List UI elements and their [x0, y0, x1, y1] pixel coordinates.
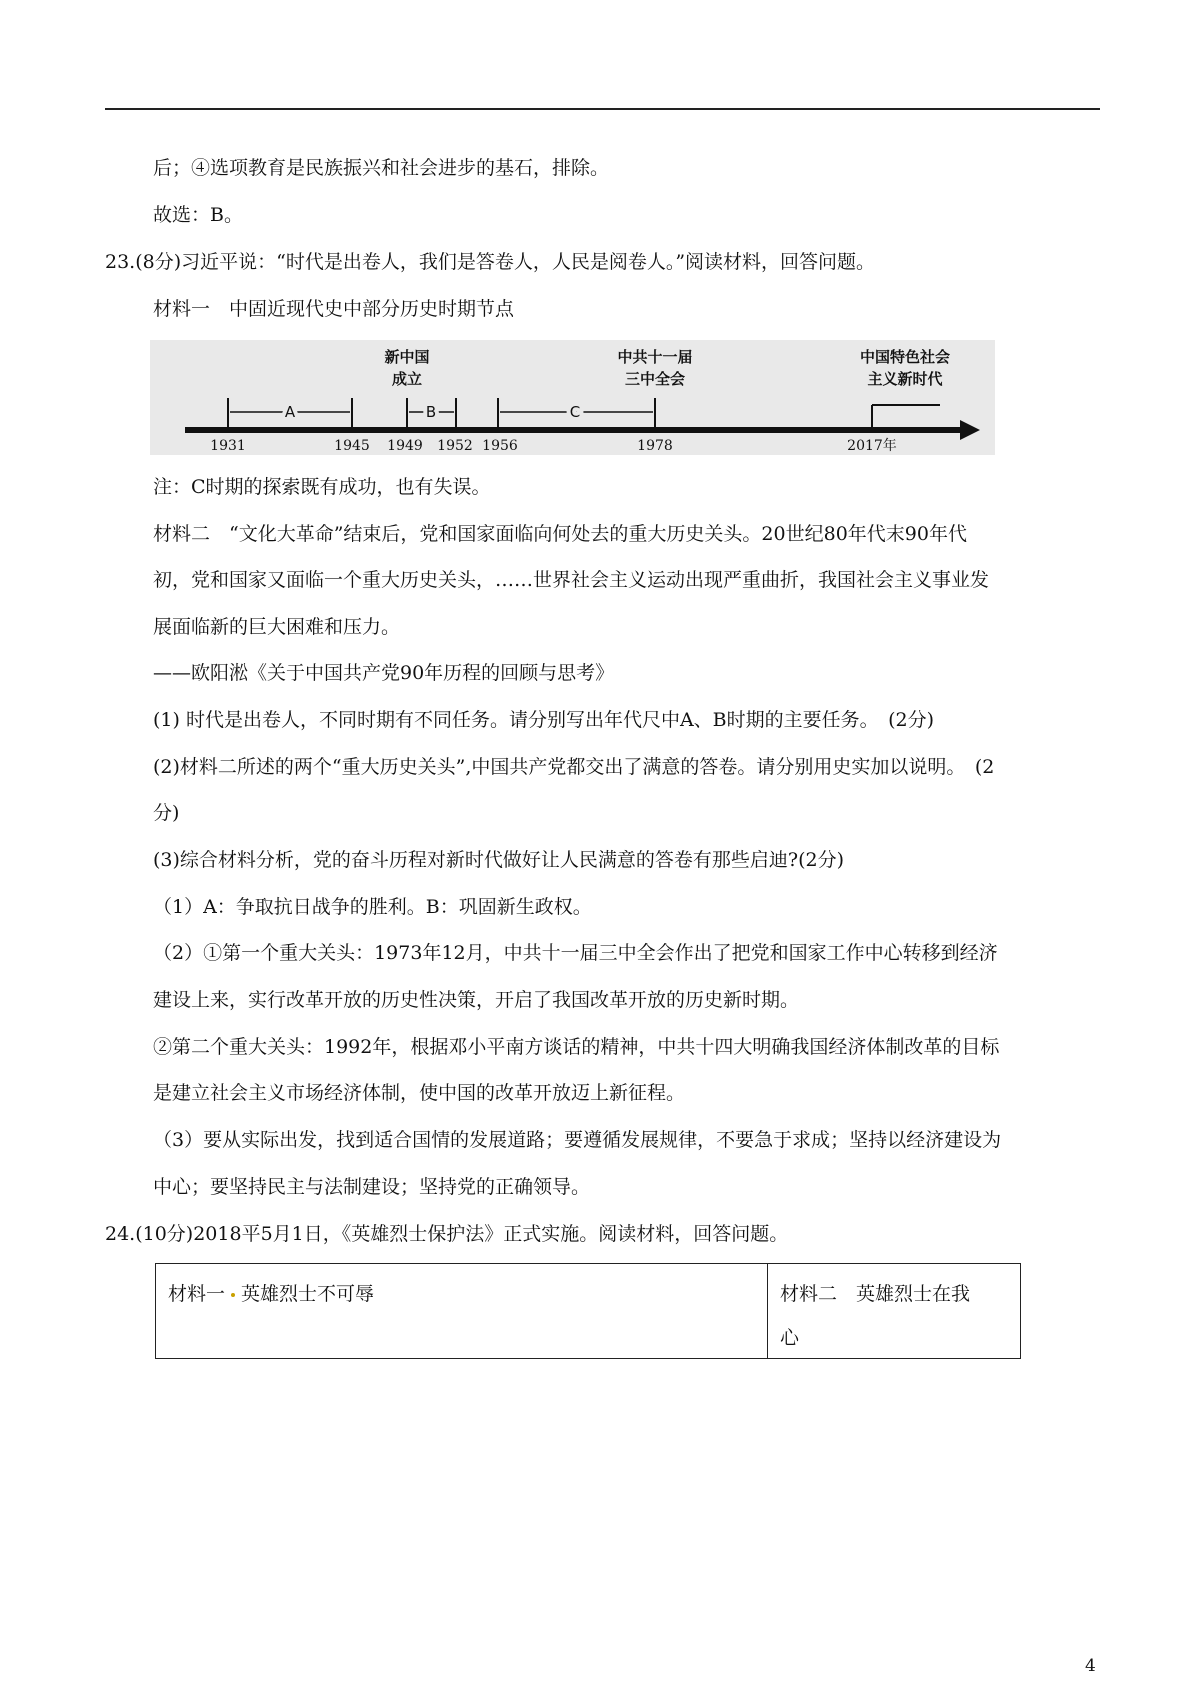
material-1-title: 材料一 中固近现代史中部分历史时期节点	[153, 298, 515, 320]
answer-3: 中心；要坚持民主与法制建设；坚持党的正确领导。	[153, 1176, 591, 1198]
year-label: 2017年	[847, 438, 897, 454]
timeline-svg	[150, 340, 995, 455]
question-23: 23.(8分)习近平说：“时代是出卷人，我们是答卷人，人民是阅卷人。”阅读材料，回答问题。	[105, 251, 876, 273]
event-label: 中国特色社会	[859, 348, 951, 366]
text-line: 后；④选项教育是民族振兴和社会进步的基石，排除。	[153, 157, 610, 179]
material-2-line: 初，党和国家又面临一个重大历史关头，……世界社会主义运动出现严重曲折，我国社会主义事业发	[153, 569, 990, 591]
materials-table	[155, 1263, 1021, 1359]
year-label: 1931	[210, 438, 246, 454]
timeline-note: 注：C时期的探索既有成功，也有失误。	[153, 476, 491, 498]
table-cell-text	[168, 1282, 374, 1306]
sub-question-3: (3)综合材料分析，党的奋斗历程对新时代做好让人民满意的答卷有那些启迪?(2分)	[153, 849, 845, 871]
event-label: 新中国	[384, 348, 430, 366]
table-cell-text: 材料二 英雄烈士在我	[780, 1283, 971, 1305]
event-label: 主义新时代	[867, 370, 943, 388]
year-label: 1945	[334, 438, 370, 454]
answer-1: （1）A：争取抗日战争的胜利。B：巩固新生政权。	[153, 896, 592, 918]
timeline-arrowhead	[960, 420, 980, 440]
timeline-figure	[150, 340, 995, 455]
dot-mark	[231, 1293, 235, 1297]
event-label: 成立	[391, 370, 423, 388]
year-label: 1978	[637, 438, 673, 454]
material-2-line: 材料二 “文化大革命”结束后，党和国家面临向何处去的重大历史关头。20世纪80年代末90年代	[153, 523, 967, 545]
period-a-label: A	[284, 403, 296, 421]
year-label: 1949	[387, 438, 423, 454]
material-2-source: ——欧阳淞《关于中国共产党90年历程的回顾与思考》	[153, 662, 615, 684]
answer-2: ②第二个重大关头：1992年，根据邓小平南方谈话的精神，中共十四大明确我国经济体制改革的目标	[153, 1036, 1000, 1058]
year-label: 1952	[437, 438, 473, 454]
table-cell-material-1	[156, 1264, 768, 1358]
period-c-label: C	[569, 403, 581, 421]
period-b-label: B	[425, 403, 437, 421]
sub-question-2: 分)	[153, 802, 180, 824]
answer-3: （3）要从实际出发，找到适合国情的发展道路；要遵循发展规律，不要急于求成；坚持以经济建设为	[153, 1129, 1002, 1151]
table-cell-text: 心	[780, 1327, 800, 1349]
material-2-line: 展面临新的巨大困难和压力。	[153, 616, 401, 638]
text-line: 故选：B。	[153, 204, 243, 226]
answer-2: （2）①第一个重大关头：1973年12月，中共十一届三中全会作出了把党和国家工作中心转移到经济	[153, 942, 998, 964]
sub-question-2: (2)材料二所述的两个“重大历史关头”,中国共产党都交出了满意的答卷。请分别用史实加以说明。 (2	[153, 756, 995, 778]
question-24: 24.(10分)2018平5月1日，《英雄烈士保护法》正式实施。阅读材料，回答问题。	[105, 1223, 789, 1245]
event-label: 三中全会	[624, 370, 686, 388]
answer-2: 建设上来，实行改革开放的历史性决策，开启了我国改革开放的历史新时期。	[153, 989, 800, 1011]
year-label: 1956	[482, 438, 518, 454]
sub-question-1: (1) 时代是出卷人，不同时期有不同任务。请分别写出年代尺中A、B时期的主要任务。 (2分)	[153, 709, 935, 731]
cell-label: 材料一	[168, 1283, 226, 1305]
header-rule	[105, 108, 1100, 110]
table-cell-material-2	[768, 1264, 1020, 1358]
answer-2: 是建立社会主义市场经济体制，使中国的改革开放迈上新征程。	[153, 1082, 686, 1104]
page-number: 4	[1085, 1656, 1096, 1676]
event-label: 中共十一届	[617, 348, 693, 366]
cell-label: 英雄烈士不可辱	[241, 1283, 375, 1305]
